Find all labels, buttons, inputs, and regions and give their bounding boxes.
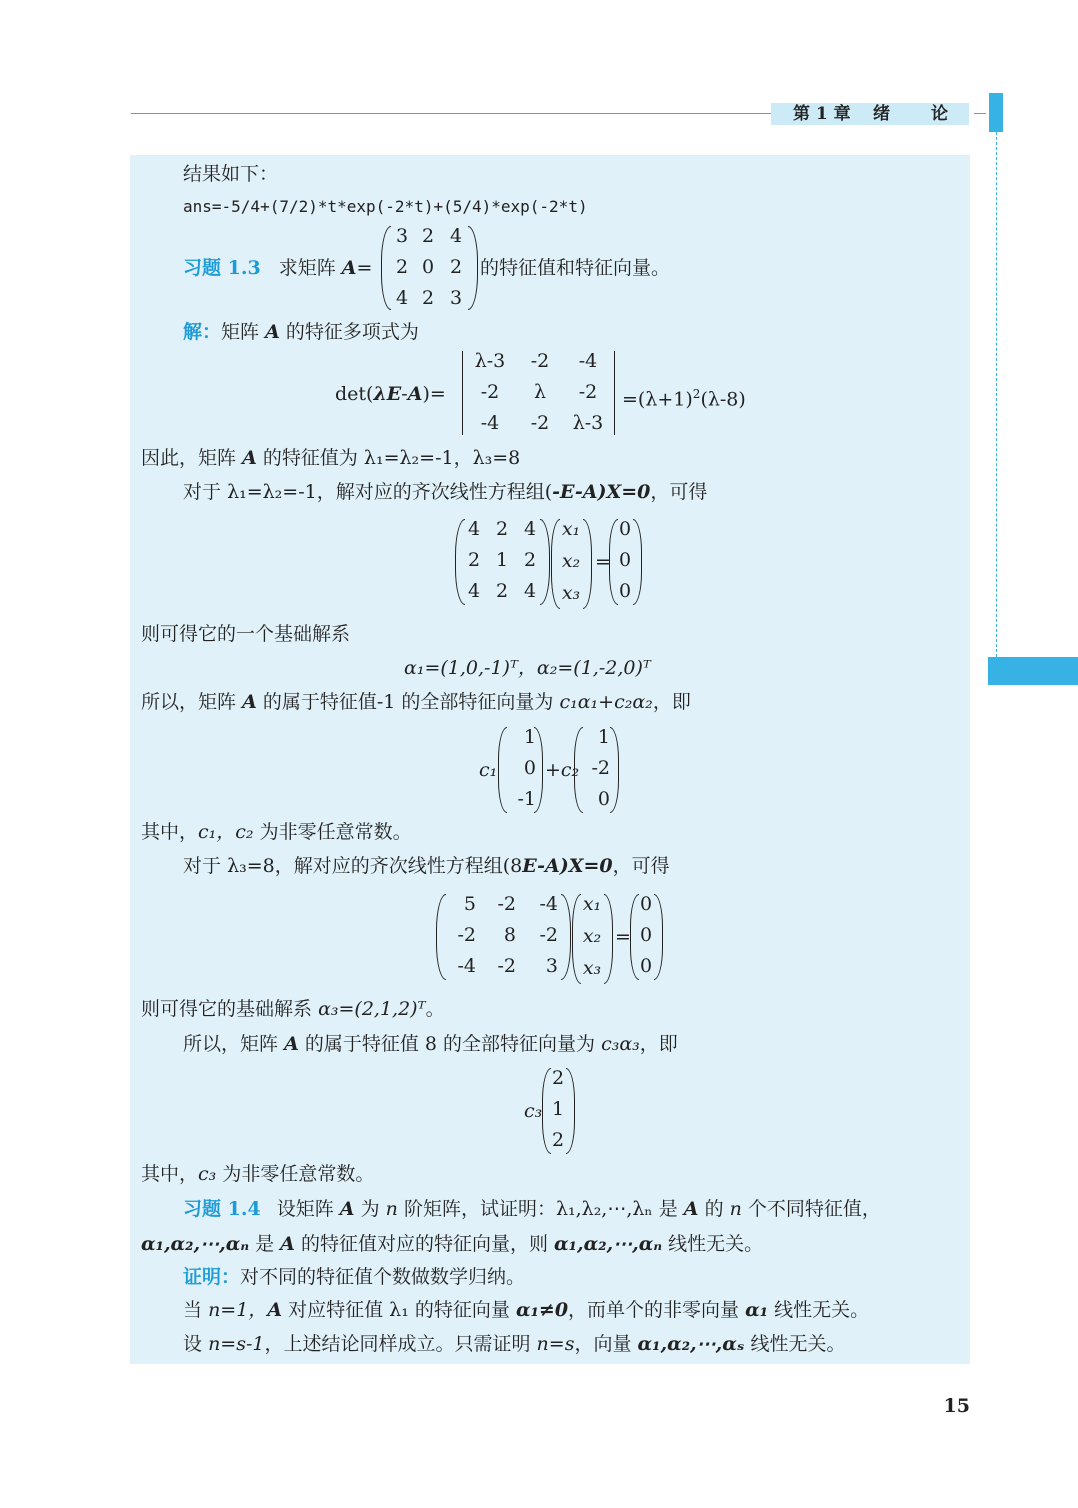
all-eigvec-2-line: 所以，矩阵 A 的属于特征值 8 的全部特征向量为 c₃α₃，即 [183, 1033, 678, 1055]
basis-vectors: α₁=(1,0,-1)ᵀ，α₂=(1,-2,0)ᵀ [404, 657, 651, 679]
plus-c2-label: +c₂ [545, 759, 580, 781]
side-dashed-rule [996, 132, 997, 657]
page-number: 15 [943, 1395, 970, 1417]
chapter-label: 第 1 章 [793, 104, 851, 124]
header-tick [974, 113, 986, 114]
exercise-1-4-line-1: 习题 1.4 设矩阵 A 为 n 阶矩阵，试证明：λ₁,λ₂,⋯,λₙ 是 A 的 n 个不同特征值， [183, 1198, 881, 1220]
c3-label: c₃ [524, 1100, 543, 1122]
solution-line: 解：矩阵 A 的特征多项式为 [183, 321, 419, 343]
proof-line: 证明：对不同的特征值个数做数学归纳。 [183, 1266, 526, 1288]
basis-text-2: 则可得它的基础解系 α₃=(2,1,2)ᵀ。 [141, 998, 445, 1020]
c3-note: 其中，c₃ 为非零任意常数。 [141, 1163, 375, 1185]
equals-sign: = [356, 257, 373, 279]
exercise-1-4-label: 习题 1.4 [183, 1198, 261, 1220]
det-matrix: λ-3 -2 -4 -2 λ -2 -4 -2 λ-3 [460, 349, 618, 437]
exercise-1-3-post: 的特征值和特征向量。 [480, 257, 671, 279]
case-2-line: 对于 λ₃=8，解对应的齐次线性方程组(8E-A)X=0，可得 [183, 855, 670, 877]
system-1-equals: = [595, 551, 611, 573]
vector-c2: 1 -2 0 [574, 725, 618, 813]
solution-label: 解： [183, 321, 222, 343]
induction-step-line: 设 n=s-1，上述结论同样成立。只需证明 n=s，向量 α₁,α₂,⋯,αₛ 线性无关。 [183, 1333, 846, 1355]
ans-code: ans=-5/4+(7/2)*t*exp(-2*t)+(5/4)*exp(-2*t) [183, 197, 588, 216]
chapter-title-1: 绪 [873, 104, 890, 124]
case-1-line: 对于 λ₁=λ₂=-1，解对应的齐次线性方程组(-E-A)X=0，可得 [183, 481, 708, 503]
system-1-x-vector: x₁ x₂ x₃ [551, 517, 591, 609]
c1-label: c₁ [479, 759, 498, 781]
system-1-coef-matrix: 4 2 4 2 1 2 4 2 4 [455, 517, 549, 605]
det-rhs: $=(\lambda+1)^2(\lambda-8)$ [622, 387, 746, 411]
result-heading: 结果如下： [183, 163, 279, 185]
all-eigvec-1-line: 所以，矩阵 A 的属于特征值-1 的全部特征向量为 c₁α₁+c₂α₂，即 [141, 691, 691, 713]
basis-text-1: 则可得它的一个基础解系 [141, 623, 351, 645]
system-2-coef-matrix: 5 -2 -4 -2 8 -2 -4 -2 3 [436, 892, 570, 980]
c12-note: 其中，c₁，c₂ 为非零任意常数。 [141, 821, 412, 843]
exercise-1-4-line-2: α₁,α₂,⋯,αₙ 是 A 的特征值对应的特征向量，则 α₁,α₂,⋯,αₙ 线性无关。 [141, 1233, 764, 1255]
side-thumb-tab [988, 657, 1078, 685]
system-2-zero-vector: 0 0 0 [630, 892, 662, 980]
det-lhs: det(λE-A)= [335, 383, 446, 405]
vector-c3: 2 1 2 [542, 1066, 574, 1154]
chapter-header [771, 103, 969, 125]
induction-base-line: 当 n=1，A 对应特征值 λ₁ 的特征向量 α₁≠0，而单个的非零向量 α₁ 线性无关。 [183, 1299, 870, 1321]
exercise-1-3-line [183, 256, 372, 280]
vector-c1: 1 0 -1 [498, 725, 542, 813]
side-marker-top [989, 93, 1003, 132]
exercise-1-3-label: 习题 1.3 [183, 257, 261, 279]
chapter-title-2: 论 [931, 104, 948, 124]
system-1-zero-vector: 0 0 0 [609, 517, 641, 605]
matrix-A: 3 2 4 2 0 2 4 2 3 [381, 224, 477, 310]
system-2-x-vector: x₁ x₂ x₃ [572, 892, 612, 984]
matrix-A-symbol: A [341, 257, 357, 279]
exercise-1-3-pre: 求矩阵 [278, 257, 336, 279]
header-rule [131, 113, 771, 114]
eigenvalues-line: 因此，矩阵 A 的特征值为 λ₁=λ₂=-1，λ₃=8 [141, 447, 521, 469]
system-2-equals: = [615, 926, 631, 948]
proof-label: 证明： [183, 1266, 241, 1288]
